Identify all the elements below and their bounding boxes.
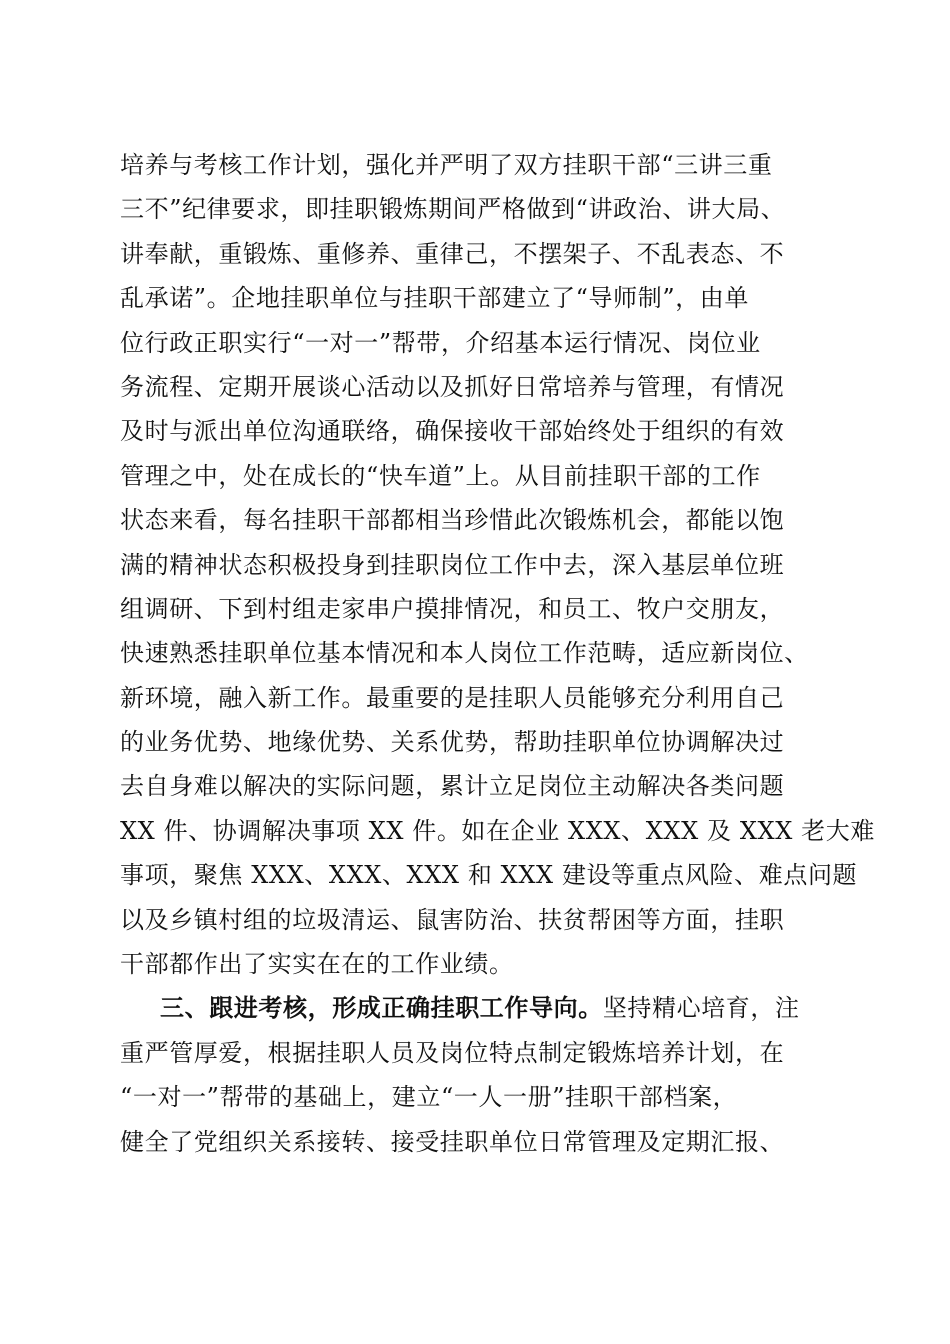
body-text <box>120 143 875 1164</box>
paragraph-line: 三不”纪律要求，即挂职锻炼期间严格做到“讲政治、讲大局、 <box>120 195 786 224</box>
paragraph-line: 务流程、定期开展谈心活动以及抓好日常培养与管理，有情况 <box>120 372 785 401</box>
paragraph-line: 以及乡镇村组的垃圾清运、鼠害防治、扶贫帮困等方面，挂职 <box>120 905 785 934</box>
section-3-first-line-rest: 坚持精心培育，注 <box>602 994 800 1023</box>
section-3-heading: 三、跟进考核，形成正确挂职工作导向。 <box>160 993 603 1023</box>
paragraph-line: 讲奉献，重锻炼、重修养、重律己，不摆架子、不乱表态、不 <box>120 239 785 268</box>
paragraph-line: 状态来看，每名挂职干部都相当珍惜此次锻炼机会，都能以饱 <box>120 506 785 535</box>
paragraph-line: 重严管厚爱，根据挂职人员及岗位特点制定锻炼培养计划，在 <box>120 1038 785 1067</box>
paragraph-line: 新环境，融入新工作。最重要的是挂职人员能够充分利用自己 <box>120 683 785 712</box>
paragraph-line: 事项，聚焦 XXX、XXX、XXX 和 XXX 建设等重点风险、难点问题 <box>120 861 858 890</box>
paragraph-line: 快速熟悉挂职单位基本情况和本人岗位工作范畴，适应新岗位、 <box>120 639 809 668</box>
paragraph-line: “一对一”帮带的基础上，建立“一人一册”挂职干部档案， <box>120 1083 738 1112</box>
paragraph-line: 培养与考核工作计划，强化并严明了双方挂职干部“三讲三重 <box>120 151 773 179</box>
paragraph-line: 干部都作出了实实在在的工作业绩。 <box>120 950 514 979</box>
paragraph-line: 管理之中，处在成长的“快车道”上。从目前挂职干部的工作 <box>120 461 761 490</box>
paragraph-line: 满的精神状态积极投身到挂职岗位工作中去，深入基层单位班 <box>120 550 785 579</box>
section-3-first-line <box>120 986 832 1030</box>
paragraph-line: 的业务优势、地缘优势、关系优势，帮助挂职单位协调解决过 <box>120 728 785 757</box>
paragraph-line: 健全了党组织关系接转、接受挂职单位日常管理及定期汇报、 <box>120 1127 785 1156</box>
paragraph-line: XX 件、协调解决事项 XX 件。如在企业 XXX、XXX 及 XXX 老大难 <box>120 816 875 845</box>
paragraph-line: 位行政正职实行“一对一”帮带，介绍基本运行情况、岗位业 <box>120 328 761 357</box>
paragraph-line: 及时与派出单位沟通联络，确保接收干部始终处于组织的有效 <box>120 417 785 446</box>
paragraph-line: 组调研、下到村组走家串户摸排情况，和员工、牧户交朋友， <box>120 594 785 623</box>
paragraph-line: 去自身难以解决的实际问题，累计立足岗位主动解决各类问题 <box>120 772 785 801</box>
paragraph-line: 乱承诺”。企地挂职单位与挂职干部建立了“导师制”，由单 <box>120 284 750 313</box>
